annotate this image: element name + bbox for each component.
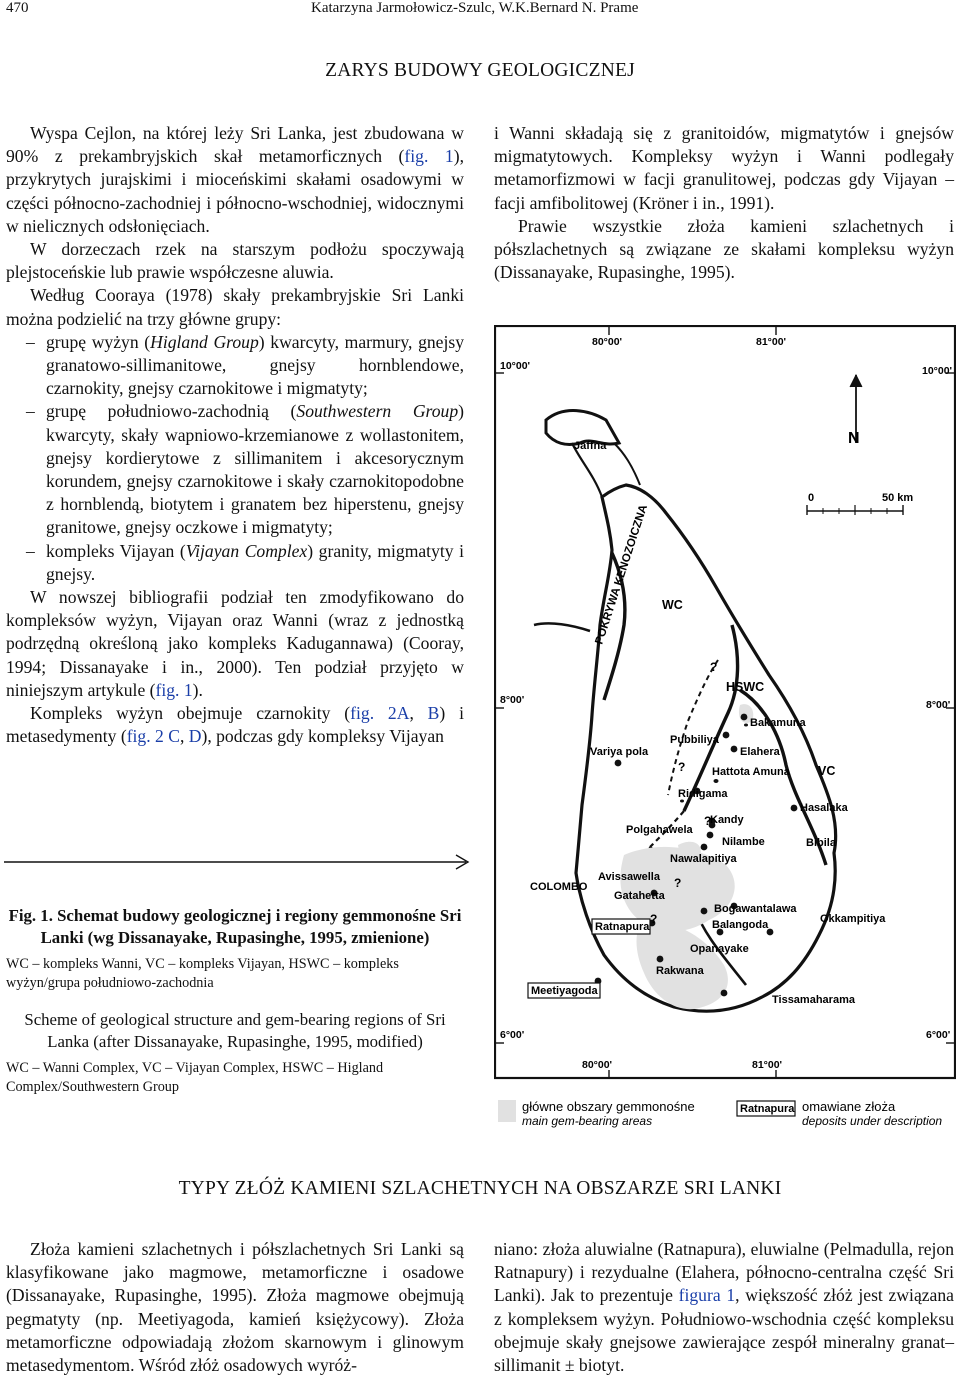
figure-link[interactable]: B [427,703,440,724]
complex-label-wc: WC [662,598,683,612]
question-mark: ? [650,912,658,926]
question-mark: ? [678,760,686,774]
paragraph: Prawie wszystkie złoża kamieni szlachetnych i półszlachetnych są związane ze skałami kompleksu wyżyn (Dissanayake, Rupasinghe, 1995). [494,215,954,283]
section-title-deposits: TYPY ZŁÓŻ KAMIENI SZLACHETNYCH NA OBSZARZE SRI LANKI [178,1178,782,1199]
place-label: Kandy [710,814,744,826]
paragraph: Złoża kamieni szlachetnych i półszlachetnych Sri Lanki są klasyfikowane jako magmowe, metamorficzne i osadowe (Dissanayake, Rupasinghe, 1995). Złoża magmowe obejmują pegmatyty (np. Meetiyagoda, kamień księżycowy). Złoża metamorficzne odpowiadają złożom skarnowym i glinowym metasedymentom. Wśród złóż osadowych wyróż- [6,1239,464,1376]
right-column-upper [494,122,954,284]
section-title-geology: ZARYS BUDOWY GEOLOGICZNEJ [325,60,635,81]
place-label: Okkampitiya [820,913,886,925]
place-label: Elahera [740,746,780,758]
caption-legend-pl: WC – kompleks Wanni, VC – kompleks Vijayan, HSWC – kompleks wyżyn/grupa południowo-zachodnia [6,956,399,991]
scale-bar [807,505,903,515]
place-label: Pubbiliya [670,734,719,746]
list-item: – grupę wyżyn (Higland Group) kwarcyty, marmury, gnejsy granatowo-sillimanitowe, gnejsy hornblendowe, czarnokity, gnejsy czarnokitowe i migmatyty; [6,331,464,401]
paragraph: W nowszej bibliografii podział ten zmodyfikowano do kompleksów wyżyn, Vijayan oraz Wanni (wraz z jednostką podrzędną określoną jako kompleks Kadugannawa) (Cooray, 1994; Dissanayake i in., 2000). Ten podział przyjęto w niniejszym artykule (fig. 1). [6,587,464,700]
lon-label: 81°00' [752,1059,783,1071]
place-label: Bakamuna [750,717,806,729]
caption-title-pl: Fig. 1. Schemat budowy geologicznej i regiony gemmonośne Sri Lanki (wg Dissanayake, Rupasinghe, 1995, zmienione) [8,906,462,947]
list-item: – grupę południowo-zachodnią (Southwestern Group) kwarcyty, skały wapniowo-krzemianowe z wollastonitem, gnejsy kordierytowe z sillimanitem i akcesorycznym korundem, gnejsy czarnokitowe i skały czarnokitopodobne z hornblendą, biotytem i granatem bez hiperstenu, gnejsy granitowe, gnejsy oczkowe i migmatyty; [6,400,464,539]
place-label: Variya pola [590,746,649,758]
legend-swatch [498,1100,516,1122]
legend-label: główne obszary gemmonośne [522,1099,695,1114]
legend-box-label: Ratnapura [740,1103,795,1115]
complex-boundary-dashed [668,660,718,795]
place-label: Nawalapitiya [670,853,737,865]
running-header [6,0,954,18]
question-mark: ? [674,876,682,890]
place-label: Hasalaka [800,802,848,814]
lon-label: 80°00' [582,1059,613,1071]
lat-label: 10°00' [500,360,531,372]
place-label: Bibila [806,837,836,849]
pointer-arrow [4,852,474,872]
lat-label: 8°00' [926,699,951,711]
left-column-upper [6,122,464,748]
place-label: Bogawantalawa [714,903,797,915]
list-item: – kompleks Vijayan (Vijayan Complex) granity, migmatyty i gnejsy. [6,540,464,586]
legend-label: main gem-bearing areas [522,1114,653,1128]
paragraph: Według Cooraya (1978) skały prekambryjskie Sri Lanki można podzielić na trzy główne grupy: [6,285,464,329]
figure-link[interactable]: D [188,726,202,747]
legend-label: deposits under description [802,1114,943,1128]
paragraph: Kompleks wyżyn obejmuje czarnokity (fig. 2A, B) i metasedymenty (fig. 2 C, D), podczas gdy kompleksy Vijayan [6,703,465,747]
zone-label: POKRYWA KENOZOICZNA [593,503,650,646]
figure-link[interactable]: fig. 2A [350,703,410,724]
caption-legend-en: WC – Wanni Complex, VC – Vijayan Complex, HSWC – Higland Complex/Southwestern Group [6,1060,384,1095]
page-number: 470 [6,0,29,16]
place-label: Gatahetta [614,890,665,902]
place-label: Rakwana [656,965,704,977]
place-label: Polgahawela [626,824,693,836]
place-label: Ridigama [678,788,728,800]
island-outline [534,623,590,631]
figure-link[interactable]: figura 1 [678,1285,736,1306]
north-label: N [848,430,860,447]
lat-label: 8°00' [500,694,525,706]
map-frame [495,326,955,1078]
place-label-boxed: Meetiyagoda [531,985,598,997]
running-authors: Katarzyna Jarmołowicz-Szulc, W.K.Bernard N. Prame [311,0,639,16]
lon-label: 80°00' [592,336,623,348]
complex-label-hswc: HSWC [726,680,765,694]
lon-label: 81°00' [756,336,787,348]
paragraph: i Wanni składają się z granitoidów, migmatytów i gnejsów migmatytowych. Kompleksy wyżyn i Wanni podlegały metamorfizmowi w facji granulitowej, podczas gdy Vijayan – facji amfibolitowej (Kröner i in., 1991). [494,123,954,213]
legend-label: omawiane złoża [802,1099,896,1114]
place-label: Balangoda [712,919,769,931]
paragraph: Wyspa Cejlon, na której leży Sri Lanka, jest zbudowana w 90% z prekambryjskich skał metamorficznych (fig. 1), przykrytych jurajskimi i mioceńskimi skałami osadowymi w części północno-zachodniej i północno-wschodniej, widocznymi w nielicznych odsłonięciach. [6,123,464,236]
place-label: Hattota Amuna [712,766,790,778]
figure-link[interactable]: fig. 1 [155,679,193,700]
left-column-lower [6,1238,464,1377]
complex-label-vc: VC [818,764,836,778]
place-label: Opanayake [690,943,749,955]
place-label: Jaffna [574,440,607,452]
paragraph: W dorzeczach rzek na starszym podłożu spoczywają plejstoceńskie lub prawie współczesne aluwia. [6,239,464,283]
paragraph: niano: złoża aluwialne (Ratnapura), eluwialne (Pelmadulla, rejon Ratnapury) i rezydualne (Elahera, północno-centralna część Sri Lanki). Jak to prezentuje figura 1, większość złóż jest związana z kompleksem wyżyn. Południowo-wschodnia część kompleksu obejmuje skały gnejsowe zawierające zespół mineralny granat–sillimanit ± biotyt. [494,1239,954,1376]
place-label-boxed: Ratnapura [595,921,650,933]
figure-link[interactable]: fig. 2 C [126,726,180,747]
lat-label: 6°00' [926,1029,951,1041]
lat-label: 10°00' [922,365,953,377]
question-mark: ? [710,660,718,674]
caption-title-en: Scheme of geological structure and gem-bearing regions of Sri Lanka (after Dissanayake, Rupasinghe, 1995, modified) [24,1010,446,1051]
scale-label: 0 [808,492,815,504]
geological-map [494,325,956,1130]
place-label: Avissawella [598,871,660,883]
place-label: COLOMBO [530,881,588,893]
question-mark: ? [704,814,712,828]
lat-label: 6°00' [500,1029,525,1041]
scale-label: 50 km [882,492,914,504]
place-label: Tissamaharama [772,994,855,1006]
complex-boundary [684,625,738,811]
right-column-lower [494,1238,954,1377]
figure-link[interactable]: fig. 1 [404,146,454,167]
figure-caption [6,905,464,1097]
place-label: Nilambe [722,836,765,848]
